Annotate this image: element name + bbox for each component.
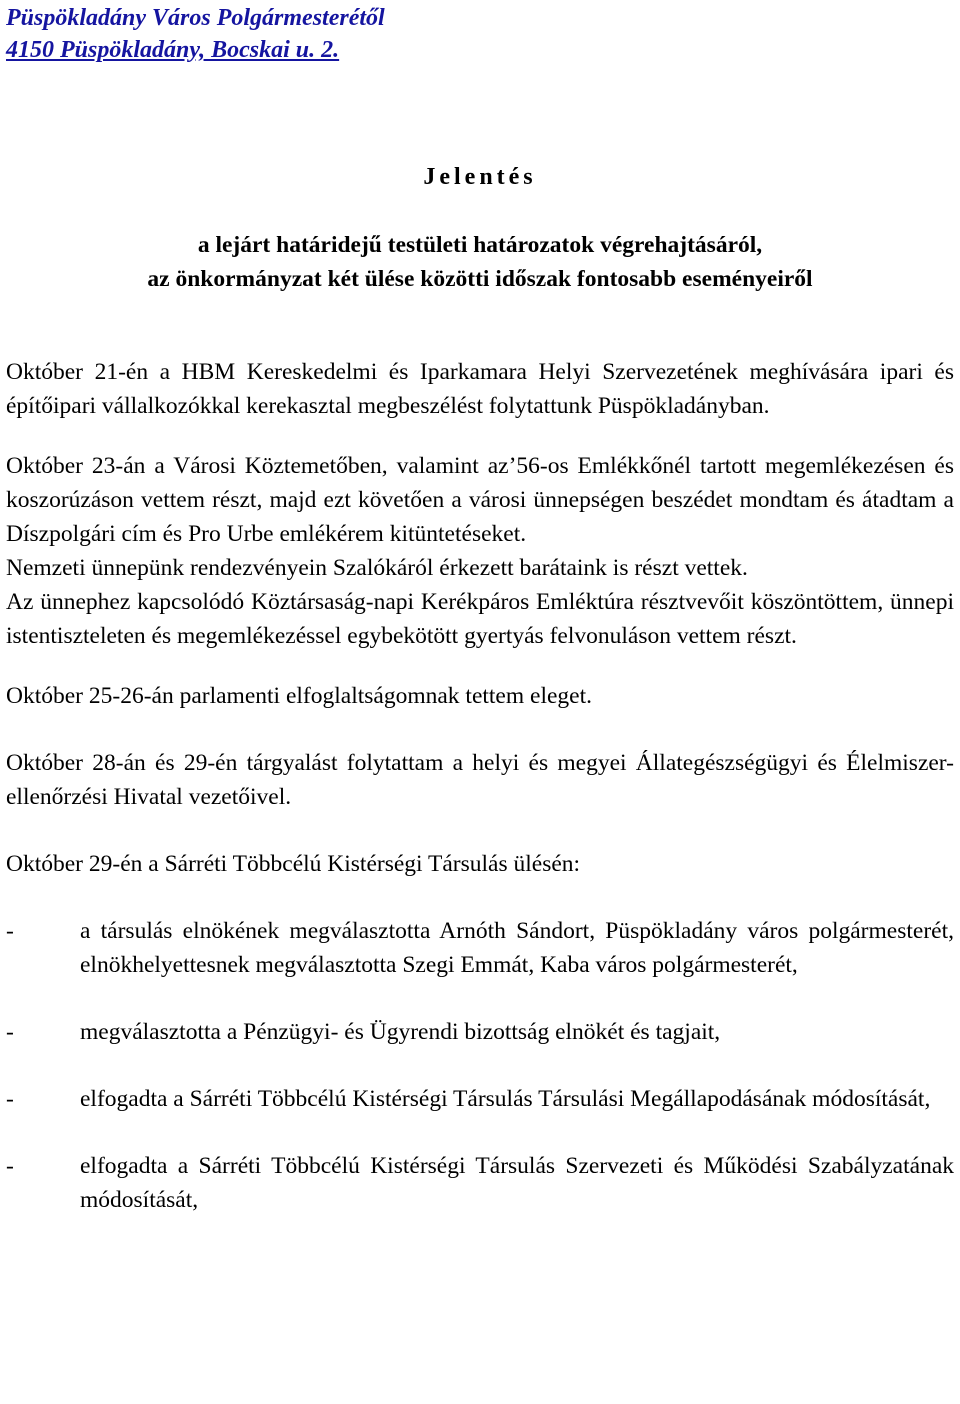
list-item-text: a társulás elnökének megválasztotta Arnóth Sándort, Püspökladány város polgármesterét, elnökhelyettesnek megválasztotta Szegi Emmát, Kaba város polgármesterét,: [80, 918, 954, 978]
letterhead-sender: Püspökladány Város Polgármesterétől: [6, 5, 385, 31]
list-item: [6, 1149, 954, 1217]
letterhead-address: 4150 Püspökladány, Bocskai u. 2.: [6, 37, 340, 63]
document-title: Jelentés: [423, 164, 537, 190]
subtitle-line-2: az önkormányzat két ülése közötti időszak fontosabb eseményeiről: [147, 266, 813, 292]
paragraph-oct-28: Október 28-án és 29-én tárgyalást folytattam a helyi és megyei Állategészségügyi és Élelmiszer-ellenőrzési Hivatal vezetőivel.: [6, 750, 954, 810]
list-item: [6, 914, 954, 982]
letterhead: [6, 2, 385, 66]
list-item: [6, 1015, 954, 1049]
list-item: [6, 1082, 954, 1116]
subtitle-line-1: a lejárt határidejű testületi határozatok végrehajtásáról,: [197, 232, 763, 258]
paragraph-oct-23: Október 23-án a Városi Köztemetőben, valamint az’56-os Emlékkőnél tartott megemlékezésen és koszorúzáson vettem részt, majd ezt követően a városi ünnepségen beszédet mondtam és átadtam a Díszpolgári cím és Pro Urbe emlékérem kitüntetéseket.: [6, 453, 954, 547]
paragraph-szaloka: Nemzeti ünnepünk rendezvényein Szalókáról érkezett barátaink is részt vettek.: [6, 555, 748, 581]
paragraph-bike-tour: Az ünnephez kapcsolódó Köztársaság-napi Kerékpáros Emléktúra résztvevőit köszöntöttem, ünnepi istentiszteleten és megemlékezéssel egybekötött gyertyás felvonuláson vettem részt.: [6, 589, 954, 649]
list-item-text: elfogadta a Sárréti Többcélú Kistérségi Társulás Szervezeti és Működési Szabályzatának módosítását,: [80, 1153, 954, 1213]
paragraph-oct-21: Október 21-én a HBM Kereskedelmi és Iparkamara Helyi Szervezetének meghívására ipari és építőipari vállalkozókkal kerekasztal megbeszélést folytattunk Püspökladányban.: [6, 359, 954, 419]
list-item-text: megválasztotta a Pénzügyi- és Ügyrendi bizottság elnökét és tagjait,: [80, 1019, 721, 1045]
list-dash: -: [6, 918, 14, 944]
document-body: [6, 355, 954, 1217]
document-subtitle: [0, 228, 960, 296]
list-dash: -: [6, 1086, 14, 1112]
list-item-text: elfogadta a Sárréti Többcélú Kistérségi Társulás Társulási Megállapodásának módosítását,: [80, 1086, 931, 1112]
paragraph-oct-25: Október 25-26-án parlamenti elfoglaltságomnak tettem eleget.: [6, 683, 592, 709]
list-dash: -: [6, 1019, 14, 1045]
paragraph-oct-29: Október 29-én a Sárréti Többcélú Kistérségi Társulás ülésén:: [6, 851, 581, 877]
list-dash: -: [6, 1153, 14, 1179]
